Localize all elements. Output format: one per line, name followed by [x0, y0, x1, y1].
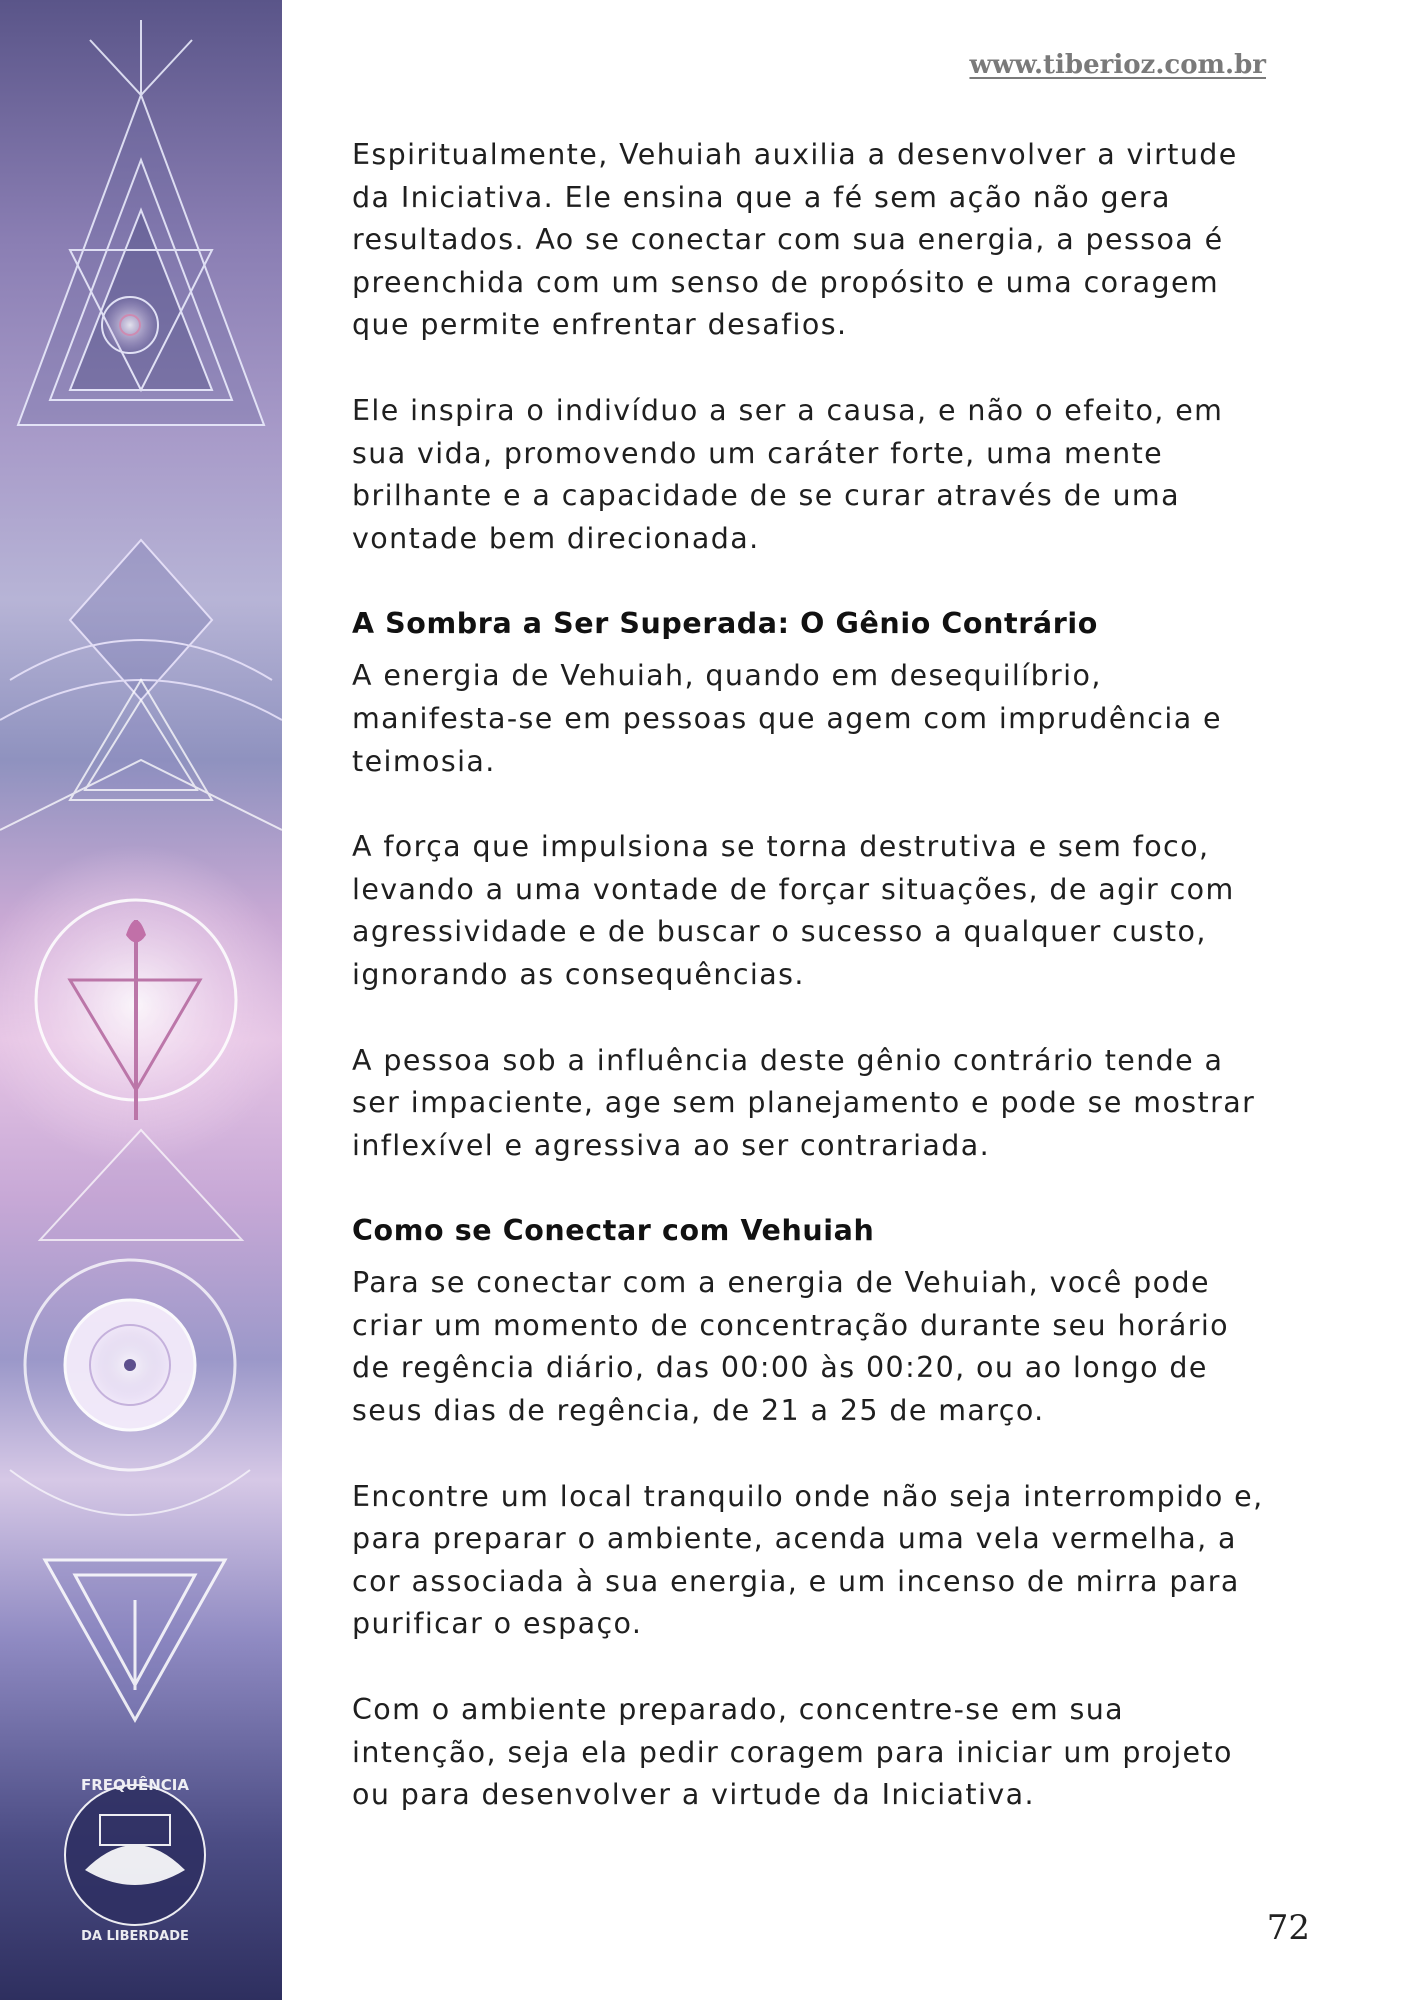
decorative-sidebar-artwork [0, 0, 282, 2000]
page-number: 72 [1266, 1908, 1310, 1948]
orb-icon [10, 1260, 250, 1515]
sacred-geometry-illustration [0, 0, 282, 2000]
paragraph-intencao: Com o ambiente preparado, concentre-se em sua intenção, seja ela pedir coragem para iniciar um projeto ou para desenvolver a virtude da Iniciativa. [352, 1693, 1233, 1812]
logo-text-bottom: DA LIBERDADE [81, 1929, 189, 1944]
top-triangle-icon [18, 20, 264, 425]
page-body [352, 134, 1272, 1860]
radiant-circle-icon [0, 845, 282, 1165]
paragraph-forca: A força que impulsiona se torna destrutiva e sem foco, levando a uma vontade de forçar situações, de agir com agressividade e de buscar o sucesso a qualquer custo, ignorando as consequências. [352, 830, 1235, 991]
paragraph-influencia: A pessoa sob a influência deste gênio contrário tende a ser impaciente, age sem planejamento e pode se mostrar inflexível e agressiva ao ser contrariada. [352, 1043, 1256, 1162]
paragraph-iniciativa: Espiritualmente, Vehuiah auxilia a desenvolver a virtude da Iniciativa. Ele ensina que a fé sem ação não gera resultados. Ao se conectar com sua energia, a pessoa é preenchida com um senso de propósito e uma coragem que permite enfrentar desafios. [352, 138, 1238, 342]
logo-text-top: FREQUÊNCIA [81, 1776, 189, 1794]
paragraph-horario: Para se conectar com a energia de Vehuiah, você pode criar um momento de concentração durante seu horário de regência diário, das 00:00 às 00:20, ou ao longo de seus dias de regência, de 21 a 25 de março. [352, 1266, 1229, 1428]
paragraph-desequilibrio: A energia de Vehuiah, quando em desequilíbrio, manifesta-se em pessoas que agem com imprudência e teimosia. [352, 659, 1222, 778]
inverted-triangle-icon [45, 1560, 225, 1720]
frequencia-logo-icon [65, 1775, 205, 1944]
site-url-link[interactable]: www.tiberioz.com.br [969, 50, 1266, 80]
paragraph-causa: Ele inspira o indivíduo a ser a causa, e não o efeito, em sua vida, promovendo um caráter forte, uma mente brilhante e a capacidade de se curar através de uma vontade bem direcionada. [352, 393, 1224, 555]
diamond-icon [0, 540, 282, 720]
middle-triangle-icon [0, 680, 282, 830]
heading-como-conectar: Como se Conectar com Vehuiah [352, 1214, 875, 1248]
heading-genio-contrario: A Sombra a Ser Superada: O Gênio Contrário [352, 607, 1098, 641]
paragraph-local: Encontre um local tranquilo onde não seja interrompido e, para preparar o ambiente, acenda uma vela vermelha, a cor associada à sua energia, e um incenso de mirra para purificar o espaço. [352, 1479, 1264, 1641]
